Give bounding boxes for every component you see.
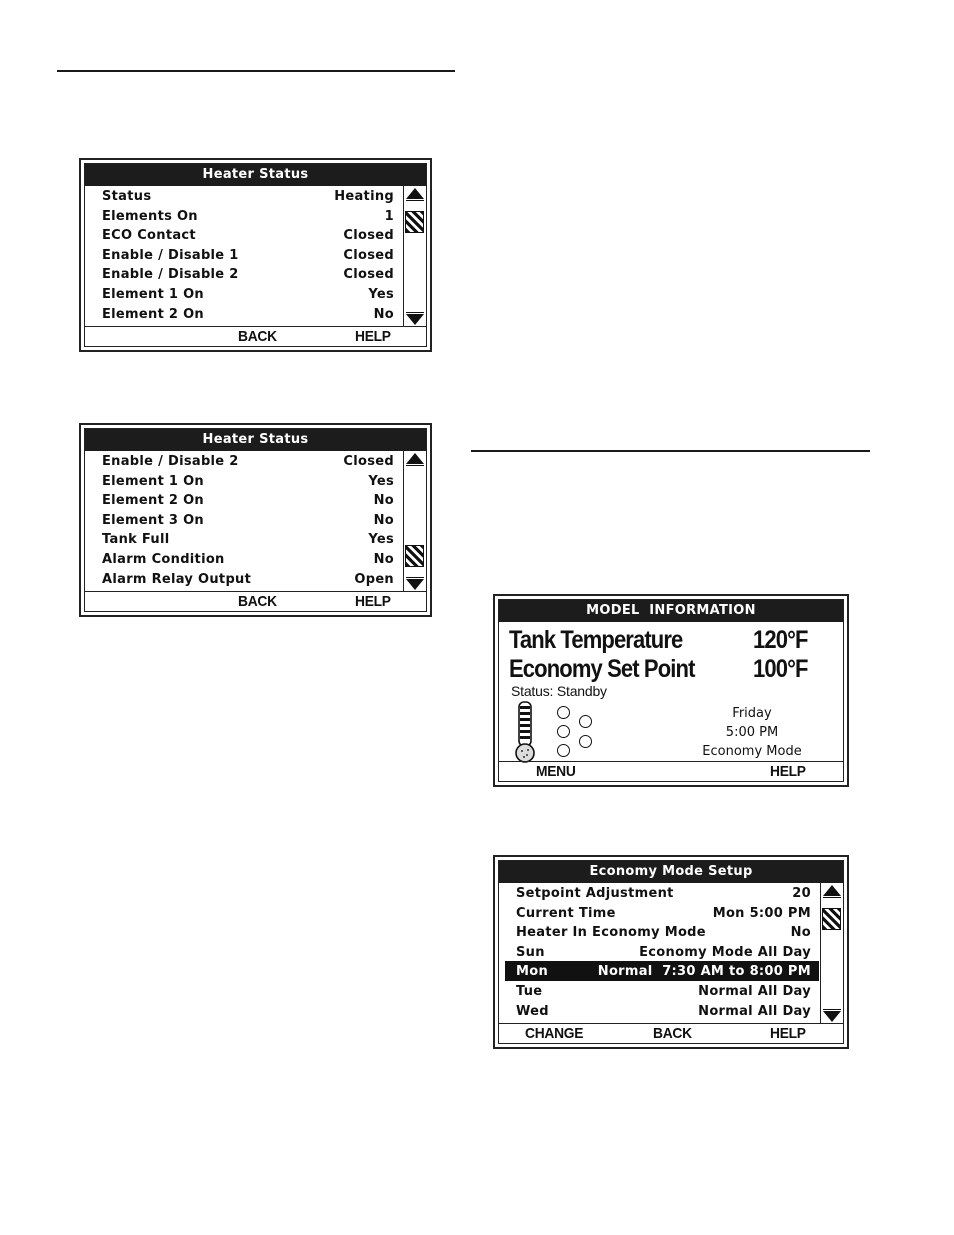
- list-item[interactable]: ECO Contact Closed: [102, 228, 394, 244]
- back-button[interactable]: BACK: [238, 593, 277, 610]
- panel-title: Heater Status: [85, 164, 426, 186]
- status-text: Status: Standby: [511, 683, 607, 699]
- status-list: [85, 451, 404, 588]
- back-button[interactable]: BACK: [653, 1025, 692, 1042]
- scroll-thumb[interactable]: [822, 908, 841, 930]
- list-item[interactable]: Setpoint Adjustment 20: [516, 886, 811, 901]
- scroll-thumb[interactable]: [405, 211, 424, 233]
- panel-title: Economy Mode Setup: [499, 861, 843, 883]
- softkey-bar: [499, 1023, 843, 1043]
- change-button[interactable]: CHANGE: [525, 1025, 584, 1042]
- menu-button[interactable]: MENU: [536, 763, 576, 780]
- panel-title: Heater Status: [85, 429, 426, 451]
- list-item[interactable]: Sun Economy Mode All Day: [516, 944, 811, 960]
- scrollbar[interactable]: [820, 883, 843, 1024]
- list-item[interactable]: Tue Normal All Day: [516, 983, 811, 999]
- list-item[interactable]: Element 3 On No: [102, 512, 394, 528]
- scroll-up-arrow-icon[interactable]: [406, 453, 424, 464]
- economy-set-point-value: 100°F: [753, 655, 808, 683]
- list-item[interactable]: Element 1 On Yes: [102, 473, 394, 489]
- setup-list: [499, 883, 821, 1020]
- list-item[interactable]: Alarm Relay Output Open: [102, 571, 394, 587]
- list-item[interactable]: Status Heating: [102, 189, 394, 204]
- scroll-up-underline: [823, 897, 841, 898]
- element-indicator-icon: [579, 715, 592, 728]
- scrollbar[interactable]: [403, 451, 426, 592]
- scroll-down-overline: [406, 312, 424, 313]
- element-indicator-icon: [557, 706, 570, 719]
- list-item[interactable]: Element 1 On Yes: [102, 286, 394, 302]
- help-button[interactable]: HELP: [770, 763, 806, 780]
- scroll-up-arrow-icon[interactable]: [406, 188, 424, 199]
- scroll-down-arrow-icon[interactable]: [406, 579, 424, 590]
- softkey-bar: [499, 761, 843, 781]
- schedule-info: [697, 706, 807, 763]
- scroll-up-arrow-icon[interactable]: [823, 885, 841, 896]
- help-button[interactable]: HELP: [355, 593, 391, 610]
- list-item[interactable]: Element 2 On No: [102, 493, 394, 509]
- economy-mode-setup-panel: [493, 855, 849, 1049]
- thermometer-icon: [511, 700, 539, 764]
- element-indicator-icon: [579, 735, 592, 748]
- scroll-up-underline: [406, 200, 424, 201]
- back-button[interactable]: BACK: [238, 328, 277, 345]
- scroll-thumb[interactable]: [405, 545, 424, 567]
- section-rule-right: [471, 450, 870, 452]
- scroll-down-arrow-icon[interactable]: [406, 314, 424, 325]
- help-button[interactable]: HELP: [355, 328, 391, 345]
- list-item[interactable]: Tank Full Yes: [102, 532, 394, 548]
- day-text: Friday: [732, 706, 772, 721]
- list-item[interactable]: Heater In Economy Mode No: [516, 925, 811, 941]
- list-item[interactable]: Alarm Condition No: [102, 551, 394, 567]
- tank-temperature-label: Tank Temperature: [509, 626, 683, 654]
- list-item[interactable]: Enable / Disable 1 Closed: [102, 247, 394, 263]
- scroll-down-overline: [823, 1009, 841, 1010]
- time-text: 5:00 PM: [725, 725, 779, 740]
- element-indicator-icon: [557, 725, 570, 738]
- heater-status-panel-2: [79, 423, 432, 617]
- list-item[interactable]: Current Time Mon 5:00 PM: [516, 905, 811, 921]
- model-information-panel: [493, 594, 849, 787]
- tank-temperature-value: 120°F: [753, 626, 808, 654]
- heater-status-panel-1: [79, 158, 432, 352]
- softkey-bar: [85, 326, 426, 346]
- list-item[interactable]: Enable / Disable 2 Closed: [102, 267, 394, 283]
- mode-text: Economy Mode: [702, 744, 802, 759]
- scroll-up-underline: [406, 465, 424, 466]
- scroll-down-arrow-icon[interactable]: [823, 1011, 841, 1022]
- list-item[interactable]: Element 2 On No: [102, 306, 394, 322]
- help-button[interactable]: HELP: [770, 1025, 806, 1042]
- list-item[interactable]: Enable / Disable 2 Closed: [102, 454, 394, 469]
- section-rule-left: [57, 70, 455, 72]
- status-list: [85, 186, 404, 323]
- softkey-bar: [85, 591, 426, 611]
- list-item-selected[interactable]: Mon Normal 7:30 AM to 8:00 PM: [505, 961, 819, 981]
- scrollbar[interactable]: [403, 186, 426, 327]
- list-item[interactable]: Elements On 1: [102, 208, 394, 224]
- scroll-down-overline: [406, 577, 424, 578]
- panel-title: MODEL INFORMATION: [499, 600, 843, 622]
- economy-set-point-label: Economy Set Point: [509, 655, 695, 683]
- element-indicator-icon: [557, 744, 570, 757]
- list-item[interactable]: Wed Normal All Day: [516, 1003, 811, 1019]
